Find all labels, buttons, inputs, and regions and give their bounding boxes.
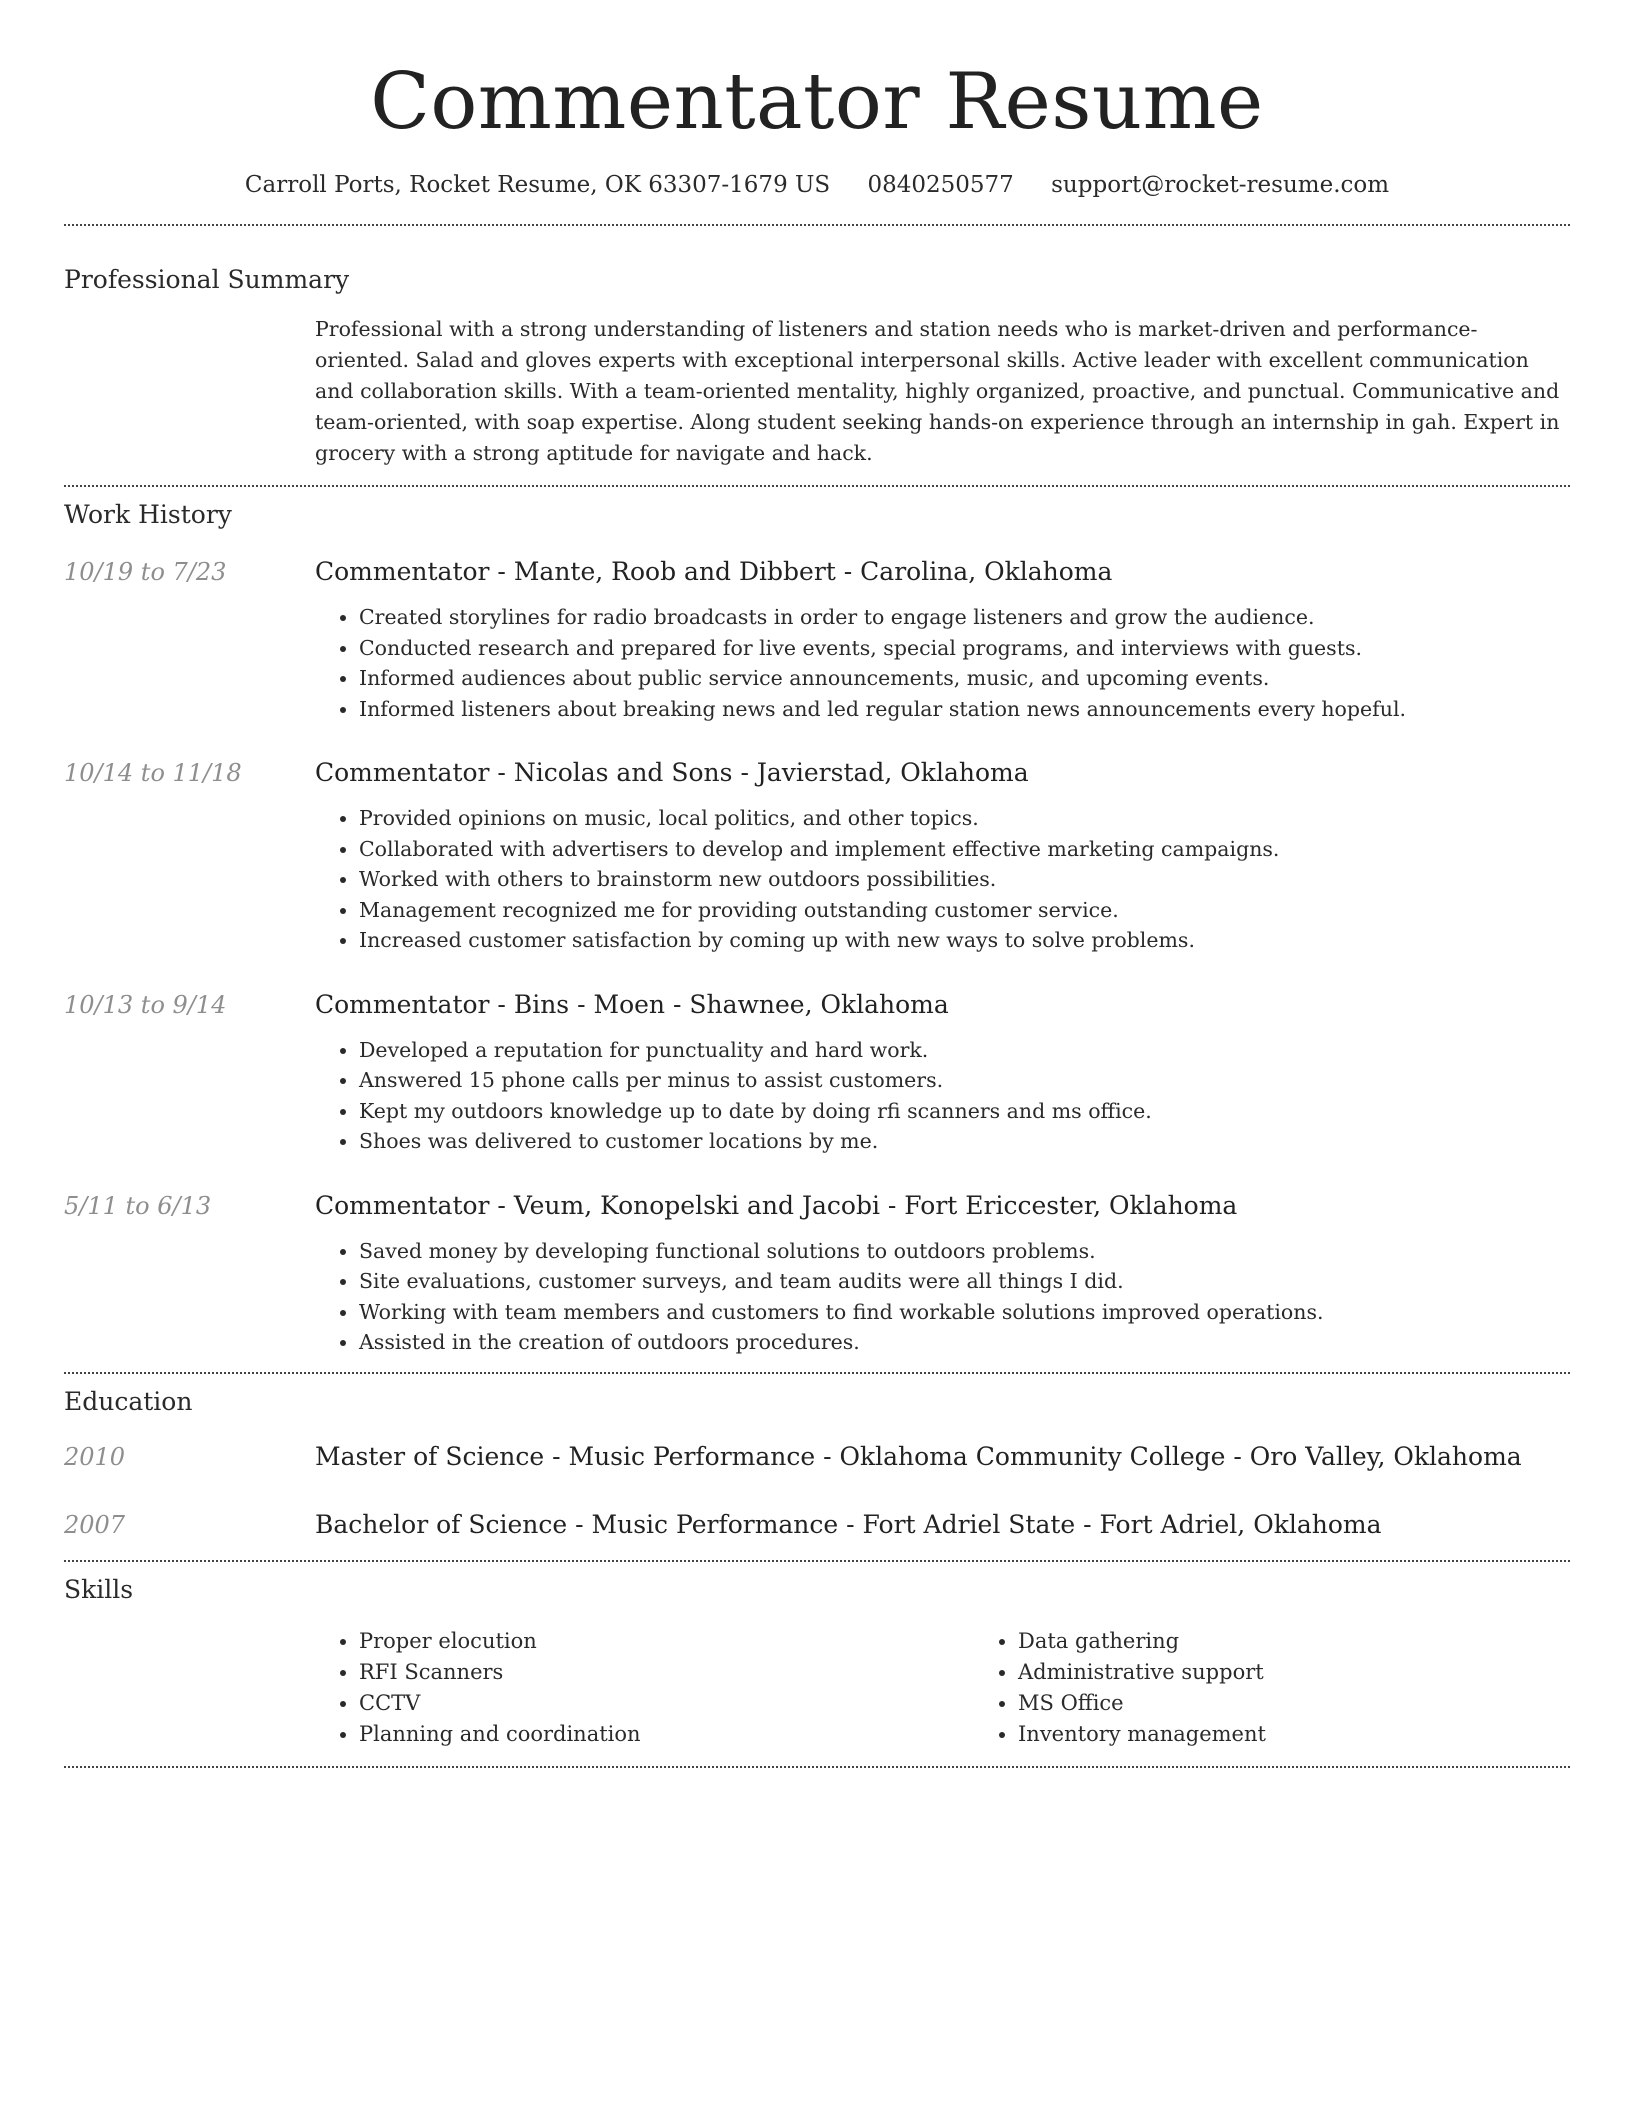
skills-heading: Skills xyxy=(64,1574,134,1604)
list-item: • Informed audiences about public service announcements, music, and upcoming events. xyxy=(359,663,1570,694)
summary-text: Professional with a strong understanding of listeners and station needs who is market-driven and performance-oriented. Salad and gloves experts with exceptional interpersonal skills. Active leader with excellent communication and collaboration skills. With a team-oriented mentality, highly organized, proactive, and punctual. Communicative and team-oriented, with soap expertise. Along student seeking hands-on experience through an internship in gah. Expert in grocery with a strong aptitude for navigate and hack. xyxy=(315,317,1560,465)
job-entry xyxy=(64,988,1570,1157)
list-item: • CCTV xyxy=(359,1688,974,1719)
skills-section xyxy=(64,1562,1570,1750)
list-item: • MS Office xyxy=(1018,1688,1632,1719)
list-item: • Inventory management xyxy=(1018,1719,1632,1750)
job-dates: 10/14 to 11/18 xyxy=(64,759,242,787)
education-year: 2010 xyxy=(64,1442,126,1471)
job-title: Commentator - Mante, Roob and Dibbert - Carolina, Oklahoma xyxy=(315,557,1113,586)
job-title: Commentator - Veum, Konopelski and Jacobi - Fort Ericcester, Oklahoma xyxy=(315,1190,1238,1220)
contact-address: Carroll Ports, Rocket Resume, OK 63307-1679 US xyxy=(244,172,831,198)
resume-page xyxy=(64,0,1570,1768)
job-title: Commentator - Bins - Moen - Shawnee, Oklahoma xyxy=(315,989,949,1019)
resume-title: Commentator Resume xyxy=(370,57,1264,147)
list-item: • Created storylines for radio broadcasts in order to engage listeners and grow the audience. xyxy=(359,602,1570,633)
education-degree: Bachelor of Science - Music Performance xyxy=(315,1509,839,1539)
skills-list-right xyxy=(974,1626,1632,1750)
skills-list-left xyxy=(315,1626,974,1750)
summary-heading: Professional Summary xyxy=(64,265,350,294)
job-dates: 5/11 to 6/13 xyxy=(64,1191,212,1220)
list-item: • Management recognized me for providing outstanding customer service. xyxy=(359,895,1570,926)
education-heading: Education xyxy=(64,1386,193,1416)
work-history-heading: Work History xyxy=(64,500,232,529)
list-item: • Worked with others to brainstorm new outdoors possibilities. xyxy=(359,864,1570,895)
list-item: • Collaborated with advertisers to develop and implement effective marketing campaigns. xyxy=(359,834,1570,865)
list-item: • Proper elocution xyxy=(359,1626,974,1657)
contact-phone: 0840250577 xyxy=(867,172,1014,198)
list-item: • Increased customer satisfaction by coming up with new ways to solve problems. xyxy=(359,925,1570,956)
education-degree: Master of Science - Music Performance xyxy=(315,1441,816,1471)
summary-section xyxy=(64,226,1570,469)
education-entry xyxy=(64,1508,1570,1542)
job-dates: 10/13 to 9/14 xyxy=(64,990,227,1019)
job-title: Commentator - Nicolas and Sons - Javierstad, Oklahoma xyxy=(315,758,1029,787)
education-section xyxy=(64,1374,1570,1542)
list-item: • Shoes was delivered to customer locations by me. xyxy=(359,1126,1570,1157)
list-item: • Data gathering xyxy=(1018,1626,1632,1657)
list-item: • RFI Scanners xyxy=(359,1657,974,1688)
list-item: • Assisted in the creation of outdoors procedures. xyxy=(359,1327,1570,1358)
education-school: - Fort Adriel State - Fort Adriel, Oklahoma xyxy=(838,1509,1382,1539)
job-bullets xyxy=(315,602,1570,724)
job-bullets xyxy=(315,1236,1570,1358)
list-item: • Planning and coordination xyxy=(359,1719,974,1750)
list-item: • Answered 15 phone calls per minus to assist customers. xyxy=(359,1065,1570,1096)
job-bullets xyxy=(315,803,1570,956)
list-item: • Conducted research and prepared for live events, special programs, and interviews with guests. xyxy=(359,633,1570,664)
list-item: • Kept my outdoors knowledge up to date by doing rfi scanners and ms office. xyxy=(359,1096,1570,1127)
education-entry xyxy=(64,1440,1570,1474)
list-item: • Site evaluations, customer surveys, and team audits were all things I did. xyxy=(359,1266,1570,1297)
contact-email: support@rocket-resume.com xyxy=(1051,172,1390,198)
education-year: 2007 xyxy=(64,1510,126,1539)
list-item: • Provided opinions on music, local politics, and other topics. xyxy=(359,803,1570,834)
list-item: • Administrative support xyxy=(1018,1657,1632,1688)
divider xyxy=(64,1766,1570,1768)
job-entry xyxy=(64,756,1570,956)
job-dates: 10/19 to 7/23 xyxy=(64,558,227,586)
list-item: • Working with team members and customers to find workable solutions improved operations. xyxy=(359,1297,1570,1328)
contact-line xyxy=(64,168,1570,202)
job-entry xyxy=(64,1189,1570,1358)
list-item: • Developed a reputation for punctuality and hard work. xyxy=(359,1035,1570,1066)
job-bullets xyxy=(315,1035,1570,1157)
education-school: - Oklahoma Community College - Oro Valley, Oklahoma xyxy=(815,1441,1522,1471)
list-item: • Saved money by developing functional solutions to outdoors problems. xyxy=(359,1236,1570,1267)
job-entry xyxy=(64,555,1570,724)
work-history-section xyxy=(64,487,1570,1358)
list-item: • Informed listeners about breaking news and led regular station news announcements every hopeful. xyxy=(359,694,1570,725)
